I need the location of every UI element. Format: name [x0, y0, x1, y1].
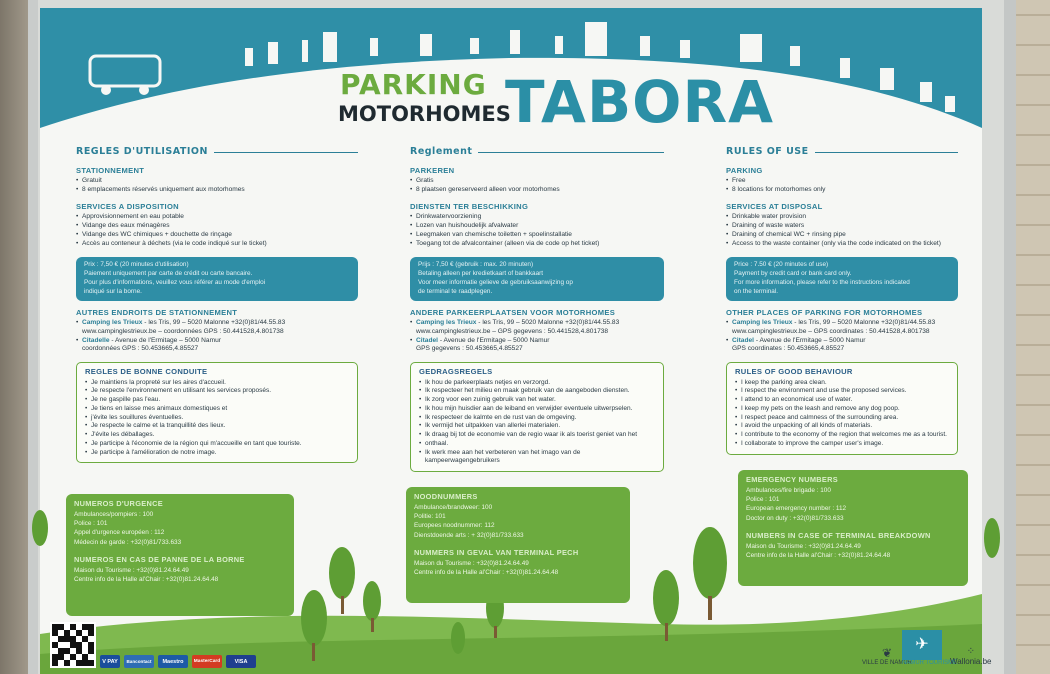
- parking-sign: [40, 8, 992, 674]
- list-item: • Leegmaken van chemische toiletten + spoelinstallatie: [410, 231, 664, 240]
- list-item: • Citadel - Avenue de l'Ermitage – 5000 Namur GPS coordinates : 50.453665,4.85527: [726, 337, 958, 355]
- wallonia-logo: ⁘ Wallonia.be: [950, 646, 992, 666]
- list-item: • Draining of waste waters: [726, 222, 958, 231]
- fr-conduct-box: REGLES DE BONNE CONDUITE • Je maintiens la propreté sur les aires d'accueil. • Je respecte l'environnement en utilisant les services proposés. • Je ne gaspille pas l'eau. • Je tiens en laisse mes animaux domestiques et • j'évite les souillures éventuelles. • Je respecte le calme et la tranquillité des lieux. • J'évite les déballages. • Je participe à l'économie de la région qui m'accueille en tant que touriste. • Je participe à l'amélioration de notre image.: [76, 362, 358, 463]
- en-parking-title: PARKING: [726, 165, 763, 175]
- en-parking-list: [726, 177, 958, 195]
- nl-conduct-box: GEDRAGSREGELS • Ik hou de parkeerplaats netjes en verzorgd. • Ik respecteer het milieu en maak gebruik van de aangeboden diensten. • Ik zorg voor een zuinig gebruik van het water. • Ik hou mijn huisdier aan de leiband en verwijder eventuele uitwerpselen. • Ik respecteer de kalmte en de rust van de omgeving. • Ik vermijd het uitpakken van allerlei materialen. • Ik draag bij tot de economie van de regio waar ik als toerist geniet van het • onthaal. • Ik werk mee aan het verbeteren van het imago van de kampeerwagengebruikers: [410, 362, 664, 472]
- list-item: • 8 locations for motorhomes only: [726, 186, 958, 195]
- fr-stationnement-list: [76, 177, 358, 195]
- list-item: • Drinkable water provision: [726, 213, 958, 222]
- list-item: • Camping les Trieux - les Tris, 99 – 5020 Malonne +32(0)81/44.55.83 www.campinglestrieux.be – GPS gegevens : 50.441528,4.801738: [410, 319, 664, 337]
- list-item: • Vidange des WC chimiques + douchette de rinçage: [76, 231, 358, 240]
- list-item: • Accès au conteneur à déchets (via le code indiqué sur le ticket): [76, 240, 358, 249]
- en-other-title: OTHER PLACES OF PARKING FOR MOTORHOMES: [726, 307, 923, 317]
- namur-city-logo: ❦ VILLE DE NAMUR: [862, 646, 913, 666]
- list-item: • Citadelle - Avenue de l'Ermitage – 5000 Namur coordonnées GPS : 50.453665,4.85527: [76, 337, 358, 355]
- list-item: • Camping les Trieux - les Tris, 99 – 5020 Malonne +32(0)81/44.55.83 www.campinglestrieux.be – GPS coordinates : 50.441528,4.801738: [726, 319, 958, 337]
- vpay-logo: V PAY: [100, 655, 120, 668]
- en-conduct-box: RULES OF GOOD BEHAVIOUR • I keep the parking area clean. • I respect the environment and use the proposed services. • I attend to an economical use of water. • I keep my pets on the leash and remove any dog poop. • I respect peace and calmness of the surrounding area. • I avoid the unpacking of all kinds of materials. • I contribute to the economy of the region that welcomes me as a tourist. • I collaborate to improve the camper user's image.: [726, 362, 958, 454]
- fr-emergency-box: NUMEROS D'URGENCE Ambulances/pompiers : 100 Police : 101 Appel d'urgence européen : 112 Médecin de garde : +32(0)81/733.633 NUMEROS EN CAS DE PANNE DE LA BORNE Maison du Tourisme : +32(0)81.24.64.49 Centre info de la Halle al'Chair : +32(0)81.24.64.48: [66, 494, 294, 616]
- fr-heading: REGLES D'UTILISATION: [76, 146, 358, 159]
- nl-other-title: ANDERE PARKEERPLAATSEN VOOR MOTORHOMES: [410, 307, 616, 317]
- en-services-title: SERVICES AT DISPOSAL: [726, 201, 823, 211]
- list-item: • Lozen van huishoudelijk afvalwater: [410, 222, 664, 231]
- en-heading: RULES OF USE: [726, 146, 958, 159]
- en-emergency-box: EMERGENCY NUMBERS Ambulances/fire brigade : 100 Police : 101 European emergency number : 112 Doctor on duty : +32(0)81/733.633 NUMBERS IN CASE OF TERMINAL BREAKDOWN Maison du Tourisme : +32(0)81.24.64.49 Centre info de la Halle al'Chair : +32(0)81.24.64.48: [738, 470, 968, 586]
- nl-parkeren-title: PARKEREN: [410, 165, 455, 175]
- list-item: • Gratis: [410, 177, 664, 186]
- list-item: • Drinkwatervoorziening: [410, 213, 664, 222]
- list-item: • Vidange des eaux ménagères: [76, 222, 358, 231]
- camper-van-icon: [90, 56, 160, 95]
- fr-services-title: SERVICES A DISPOSITION: [76, 201, 179, 211]
- fr-other-list: [76, 319, 358, 355]
- list-item: • Camping les Trieux - les Tris, 99 – 5020 Malonne +32(0)81/44.55.83 www.campinglestrieux.be – coordonnées GPS : 50.441528,4.801738: [76, 319, 358, 337]
- qr-code-icon: [50, 622, 96, 668]
- nl-emergency-box: NOODNUMMERS Ambulance/brandweer: 100 Politie: 101 Europees noodnummer: 112 Dienstdoende arts : + 32(0)81/733.633 NUMMERS IN GEVAL VAN TERMINAL PECH Maison du Tourisme : +32(0)81.24.64.49 Centre info de la Halle al'Chair : +32(0)81.24.64.48: [406, 487, 630, 603]
- list-item: • Free: [726, 177, 958, 186]
- en-services-list: [726, 213, 958, 249]
- title-motorhomes: MOTORHOMES: [338, 102, 511, 126]
- namur-tourisme-logo: ✈ NAMUR TOURISME: [902, 630, 957, 666]
- nl-price-box: Prijs : 7,50 € (gebruik : max. 20 minuten) Betaling alleen per kredietkaart of bankkaart Voor meer informatie gelieve de gebruiksaanwijzing op de terminal te raadplegen.: [410, 257, 664, 301]
- list-item: • Approvisionnement en eau potable: [76, 213, 358, 222]
- bancontact-logo: Bancontact: [124, 655, 154, 668]
- maestro-logo: Maestro: [158, 655, 188, 668]
- mastercard-logo: MasterCard: [192, 655, 222, 668]
- fr-stationnement-title: STATIONNEMENT: [76, 165, 145, 175]
- fr-other-title: AUTRES ENDROITS DE STATIONNEMENT: [76, 307, 238, 317]
- en-price-box: Price : 7.50 € (20 minutes of use) Payment by credit card or bank card only. For more information, please refer to the instructions indicated on the terminal.: [726, 257, 958, 301]
- visa-logo: VISA: [226, 655, 256, 668]
- list-item: • Citadel - Avenue de l'Ermitage – 5000 Namur GPS gegevens : 50.453665,4.85527: [410, 337, 664, 355]
- column-dutch: [410, 146, 664, 472]
- payment-logos: [50, 622, 256, 668]
- nl-diensten-title: DIENSTEN TER BESCHIKKING: [410, 201, 529, 211]
- title-tabora: TABORA: [505, 68, 775, 136]
- nl-other-list: [410, 319, 664, 355]
- nl-diensten-list: [410, 213, 664, 249]
- column-french: [76, 146, 358, 463]
- list-item: • Draining of chemical WC + rinsing pipe: [726, 231, 958, 240]
- brick-wall: [1016, 0, 1050, 674]
- list-item: • 8 plaatsen gereserveerd alleen voor motorhomes: [410, 186, 664, 195]
- nl-heading: Reglement: [410, 146, 664, 159]
- list-item: • Gratuit: [76, 177, 358, 186]
- list-item: • Access to the waste container (only via the code indicated on the ticket): [726, 240, 958, 249]
- list-item: • 8 emplacements réservés uniquement aux motorhomes: [76, 186, 358, 195]
- nl-parkeren-list: [410, 177, 664, 195]
- en-other-list: [726, 319, 958, 355]
- wall-left: [0, 0, 30, 674]
- fr-services-list: [76, 213, 358, 249]
- fr-price-box: Prix : 7,50 € (20 minutes d'utilisation) Paiement uniquement par carte de crédit ou carte bancaire. Pour plus d'informations, veuillez vous référer au mode d'emploi indiqué sur la borne.: [76, 257, 358, 301]
- list-item: • Toegang tot de afvalcontainer (alleen via de code op het ticket): [410, 240, 664, 249]
- sign-title: [330, 58, 775, 138]
- column-english: [726, 146, 958, 455]
- title-parking: PARKING: [340, 68, 487, 101]
